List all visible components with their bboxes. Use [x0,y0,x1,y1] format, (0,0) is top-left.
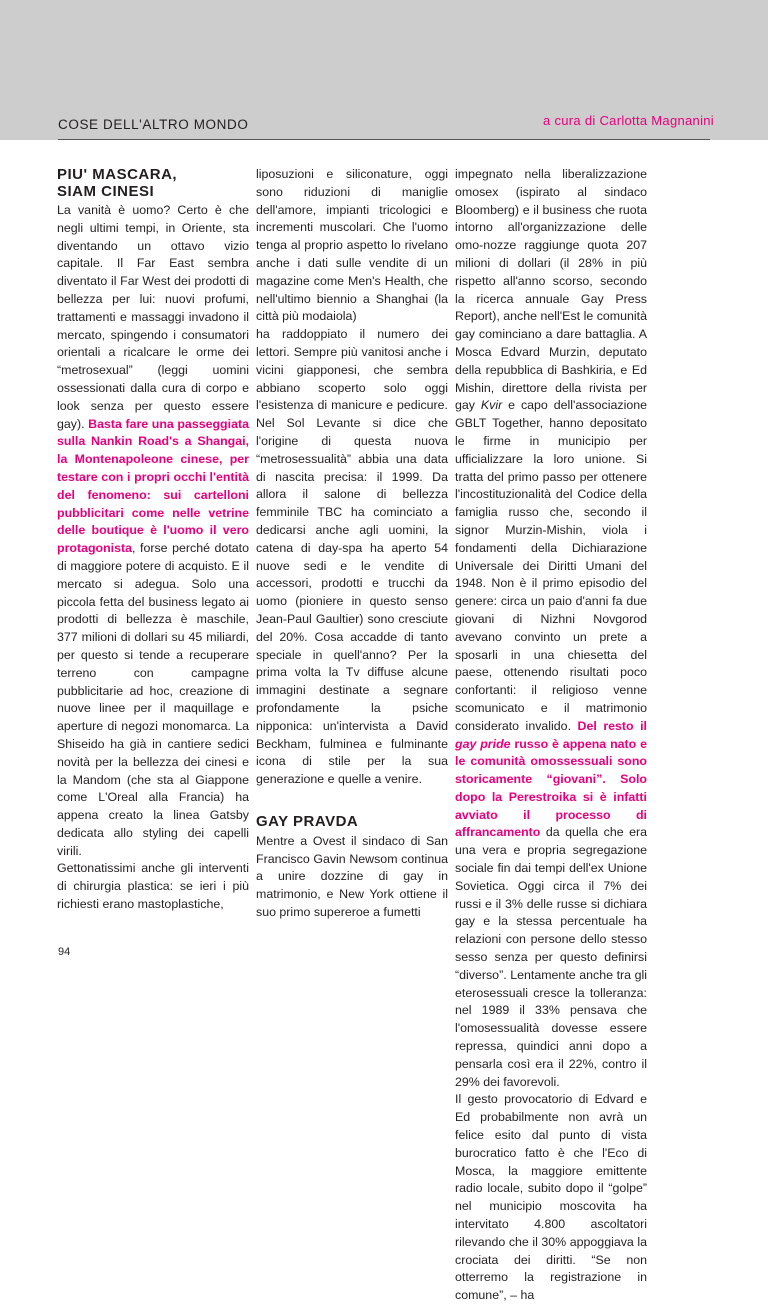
article-2-text: Mentre a Ovest il sindaco di San Francisco Gavin Newsom continua a unire dozzine di gay in matrimonio, e New York ottiene il suo primo supereroe a fumetti [256,833,448,920]
highlight-text: russo è appena nato e le comunità omossessuali sono storicamente “giovani”. Solo dopo la Perestroika si è infatti avviato il processo di affrancamento [455,736,647,840]
article-1-paragraph-2: Gettonatissimi anche gli interventi di chirurgia plastica: se ieri i più richiesti erano mastoplastiche, [57,861,249,912]
header-rule [58,139,710,140]
curator-credit: a cura di Carlotta Magnanini [543,113,714,128]
article-1-paragraph-2: liposuzioni e siliconature, oggi sono riduzioni di maniglie dell'amore, impianti tricologici e incrementi muscolari. Che l'uomo tenga al proprio aspetto lo rivelano anche i dati sulle vendite di un magazine come Men's Health, che nell'ultimo biennio a Shanghai (la città più modaiola) [256,167,449,324]
article-1-title-line1: PIU' MASCARA, [57,166,178,183]
article-2-title: GAY PRAVDA [256,812,359,830]
article-1-paragraph-1 [57,202,249,860]
magazine-name: Kvir [480,398,503,413]
article-2-text: e capo dell'associazione GBLT Together, hanno depositato le firme in municipio per ufficializzare la loro unione. Si tratta del primo passo per ottenere l'incostituzionalità del Codice della famiglia russo che, secondo il signor Murzin-Mishin, viola i fondamenti della Dichiarazione Universale dei Diritti Umani del 1948. Non è il primo episodio del genere: circa un paio d'anni fa due giovani di Nizhni Novgorod avevano convinto un prete a sposarli in una chiesetta del paese, ottenendo risultati poco confortanti: il religioso venne scomunicato e il matrimonio considerato invalido. [455,398,648,733]
page-number: 94 [58,946,71,958]
article-2-text: da quella che era una vera e propria segregazione sociale fin dai tempi dell'ex Unione Sovietica. Oggi circa il 7% dei russi e il 3% delle russe si dichiara gay e la stessa percentuale ha relazioni con persone dello stesso sesso senza per questo definirsi “diverso”. Lentamente anche tra gli eterosessuali cresce la tolleranza: nel 1989 il 33% pensava che l'omosessualità dovesse essere repressa, quindici anni dopo a pensarla così era il 22%, contro il 29% dei favorevoli. [455,825,647,1089]
article-1-title-line2: SIAM CINESI [57,183,155,200]
column-2 [256,166,448,922]
highlight-italic: gay pride [455,736,511,751]
article-1-text: La vanità è uomo? Certo è che negli ultimi tempi, in Oriente, sta diventando un ottavo vizio capitale. Il Far East sembra diventato il Far West dei prodotti di bellezza per lui: nuovi profumi, trattamenti e massaggi invadono il mercato, spingendo i consumatori orientali a ricalcare le orme dei “metrosexual” (leggi uomini ossessionati dalla cura di corpo e look senza per questo essere gay). [57,203,249,431]
section-title: COSE DELL'ALTRO MONDO [58,117,249,132]
column-3 [455,166,647,1305]
column-1 [57,166,249,914]
article-1-title [57,166,249,200]
highlight-text: Del resto il [577,718,647,733]
article-2-highlight [455,719,647,840]
article-2-text: impegnato nella liberalizzazione omosex (ispirato al sindaco Bloomberg) e il business che ruota intorno all'organizzazione delle omo-nozze raggiunge quota 207 milioni di dollari (il 28% in più rispetto all'anno scorso, secondo la ricerca annuale Gay Press Report), anche nell'Est le comunità gay cominciano a dare battaglia. A Mosca Edvard Murzin, deputato della repubblica di Bashkiria, e Ed Mishin, direttore della rivista per gay [455,167,647,413]
article-1-paragraph-3: ha raddoppiato il numero dei lettori. Sempre più vanitosi anche i vicini giapponesi, che sembra abbiano scoperto solo oggi l'esistenza di manicure e pedicure. Nel Sol Levante si dice che l'origine di questa nuova “metrosessualità” abbia una data di nascita precisa: il 1999. Da allora il salone di bellezza femminile TBC ha cominciato a dedicarsi anche agli uomini, la catena di day-spa ha aperto 54 nuove sedi e le vendite di accessori, prodotti e trucchi da uomo (pioniere in questo senso Jean-Paul Gaultier) sono cresciute del 20%. Cosa accadde di tanto speciale in quell'anno? Per la prima volta la Tv diffuse alcune immagini destinate a segnare profondamente la psiche nipponica: un'intervista a David Beckham, fulminea e fulminante icona di stile per la sua generazione e quelle a venire. [256,327,448,787]
article-1-text: , forse perché dotato di maggiore potere di acquisto. E il mercato si adegua. Solo una piccola fetta del business legato ai prodotti di bellezza è maschile, 377 milioni di dollari su 45 miliardi, per questo si tende a recuperare terreno con campagne pubblicitarie ad hoc, creazione di nuove linee per il maquillage e aperture di negozi monomarca. La Shiseido ha già in cantiere sedici novità per la bellezza dei cinesi e la Mandom (che sta al Giappone come L'Oreal alla Francia) ha appena creato la linea Gatsby dedicata allo styling dei capelli virili. [57,541,249,858]
article-1-highlight: Basta fare una passeggiata sulla Nankin Road's a Shangai, la Montenapoleone cinese, per testare con i propri occhi l'entità del fenomeno: sui cartelloni pubblicitari come nelle vetrine delle boutique è l'uomo il vero protagonista [57,416,249,556]
article-2-paragraph-1 [256,833,448,922]
article-2-paragraph-2: Il gesto provocatorio di Edvard e Ed probabilmente non avrà un felice esito dal punto di vista burocratico fatto è che l'Eco di Mosca, la maggiore emittente radio locale, subito dopo il “golpe” nel municipio moscovita ha intervitato 4.800 ascoltatori rilevando che il 30% appoggiava la crociata dei diritti. “Se non otterremo la registrazione in comune”, – ha [455,1092,648,1303]
article-2-paragraph-1 [455,166,647,1091]
